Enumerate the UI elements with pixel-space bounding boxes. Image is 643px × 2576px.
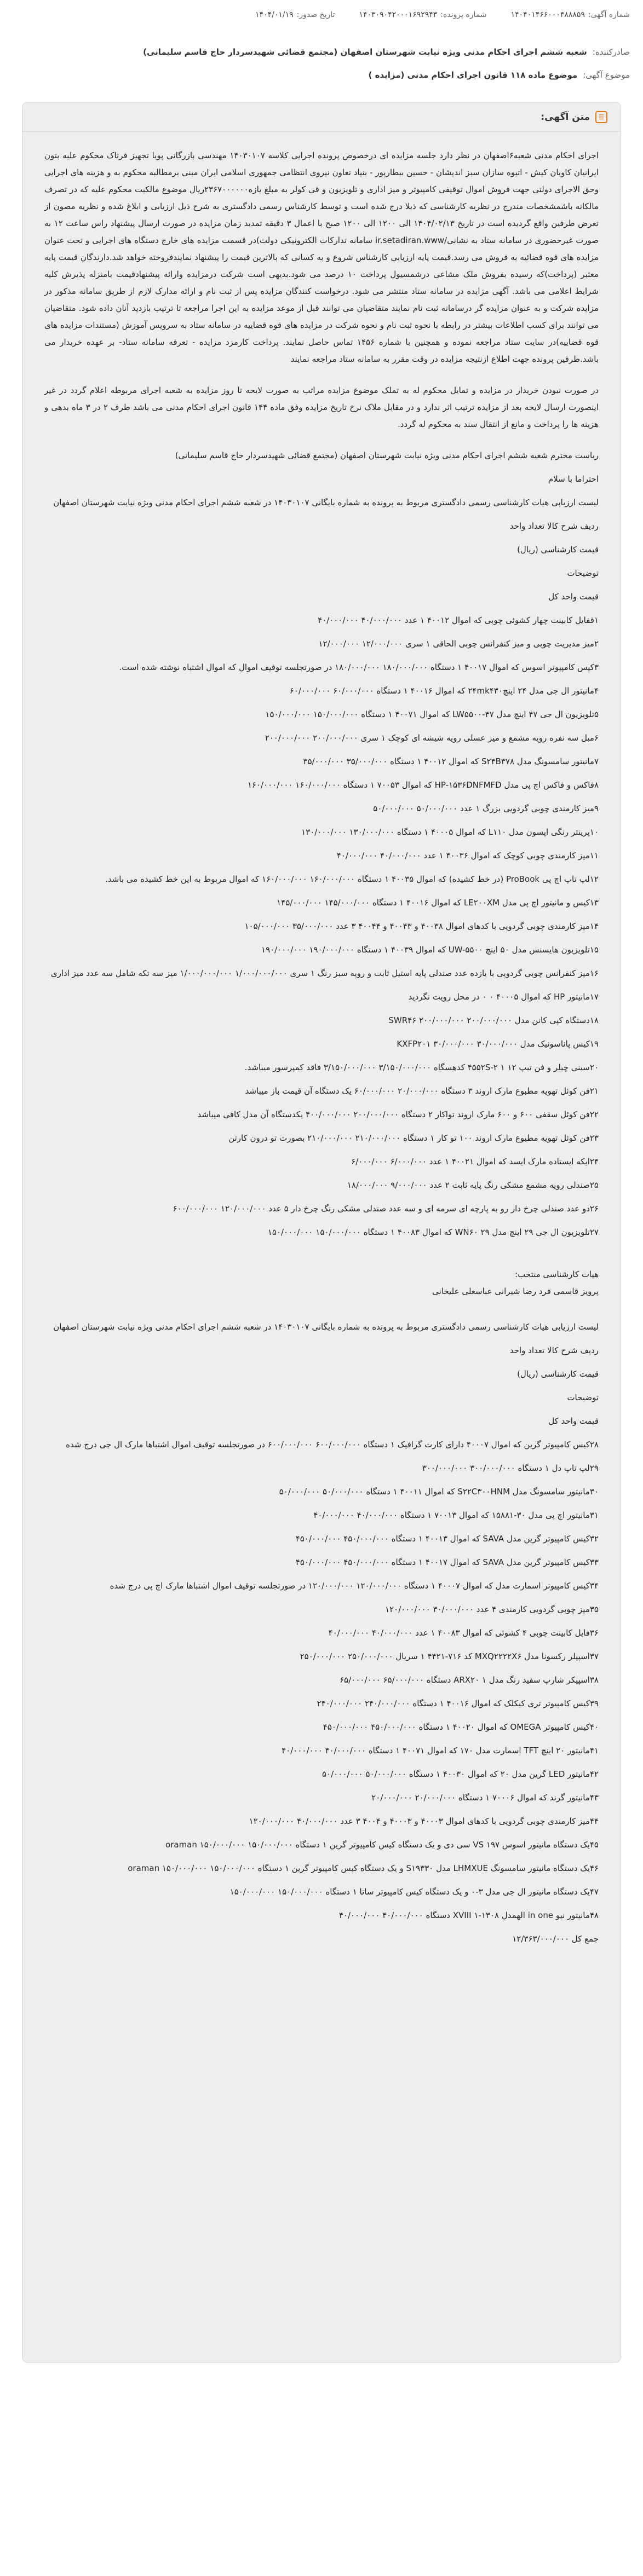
- list-item: ۲۲فن کوئل سقفی ۶۰۰ و ۶۰۰ مارک اروند تواکار ۲ دستگاه ۲۰۰/۰۰۰/۰۰۰ ۴۰۰/۰۰۰/۰۰۰ یکدستگاه آن مدل کافی میباشد: [197, 1110, 599, 1119]
- list-item: ۷مانیتور سامسونگ مدل S۲۴B۳۷۸ که اموال ۴۰۰۱۲ ۱ دستگاه ۳۵/۰۰۰/۰۰۰ ۳۵/۰۰۰/۰۰۰: [303, 756, 599, 766]
- list-item: ۲میز مدیریت چوبی و میز کنفرانس چوبی الحاقی ۱ سری ۱۲/۰۰۰/۰۰۰ ۱۲/۰۰۰/۰۰۰: [318, 639, 599, 649]
- issuer-label: صادرکننده:: [592, 47, 630, 57]
- list-item: ۲۹لپ تاپ دل ۱ دستگاه ۳۰۰/۰۰۰/۰۰۰ ۳۰۰/۰۰۰/۰۰۰: [422, 1463, 599, 1473]
- signature-title: هیات کارشناسی منتخب:: [515, 1269, 599, 1279]
- list-item: ۴۳مانیتور گرند که اموال ۷۰۰۰۶ ۱ دستگاه ۲۰/۰۰۰/۰۰۰ ۲۰/۰۰۰/۰۰۰: [371, 1793, 599, 1803]
- report-line: توضیحات: [567, 568, 599, 578]
- issuer-value: شعبه ششم اجرای احکام مدنی ویژه نیابت شهرستان اصفهان (مجتمع قضائی شهیدسردار حاج قاسم سلیمانی): [143, 47, 587, 57]
- file-number: [359, 10, 486, 19]
- list-item: ۴۸مانیتور نیو in one الهمدل ۱۳۰۸-XVIII ۱ دستگاه ۴۰/۰۰۰/۰۰۰ ۴۰/۰۰۰/۰۰۰: [338, 1910, 599, 1920]
- notice-top-bar: [13, 5, 630, 24]
- list-item: ۲۶دو عدد صندلی چرخ دار رو به پارچه ای سرمه ای و سه عدد صندلی مشکی رنگ چرخ دار ۵ عدد ۱۲۰/۰۰۰/۰۰۰ ۶۰۰/۰۰۰/۰۰۰: [173, 1204, 599, 1214]
- list-item: ۱۲لپ تاپ اچ پی ProBook (در خط کشیده) که اموال ۴۰۰۳۵ ۱ دستگاه ۱۶۰/۰۰۰/۰۰۰ ۱۶۰/۰۰۰/۰۰۰ که اموال مربوط به این خط کشیده می باشد.: [105, 874, 599, 884]
- issue-date-value: ۱۴۰۴/۰۱/۱۹: [255, 10, 294, 19]
- list-item: ۴۰کیس کامپیوتر OMEGA که اموال ۴۰۰۲۰ ۱ دستگاه ۴۵۰/۰۰۰/۰۰۰ ۴۵۰/۰۰۰/۰۰۰: [323, 1722, 599, 1732]
- list-item: ۳کیس کامپیوتر اسوس که اموال ۴۰۰۱۷ ۱ دستگاه ۱۸۰/۰۰۰/۰۰۰ ۱۸۰/۰۰۰/۰۰۰ در صورتجلسه توقیف اموال که اموال اشتباه نوشته شده است.: [119, 662, 599, 672]
- list-item: ۴۷یک دستگاه مانیتور ال جی مدل ۳-۰ و یک دستگاه کیس کامپیوتر ساتا ۱ دستگاه ۱۵۰/۰۰۰/۰۰۰ ۱۵۰/۰۰۰/۰۰۰: [229, 1887, 599, 1897]
- list-item: ۱۴میز کارمندی چوبی گردویی با کدهای اموال ۴۰۰۳۸ و ۴۰۰۴۳ و ۴۰۰۴۴ ۳ عدد ۳۵/۰۰۰/۰۰۰ ۱۰۵/۰۰۰/۰۰۰: [244, 921, 599, 931]
- file-number-value: ۱۴۰۳۰۹۰۴۲۰۰۰۱۶۹۲۹۴۳: [359, 10, 438, 19]
- list-item: ۱۱میز کارمندی چوبی کوچک که اموال ۴۰۰۳۶ ۱ عدد ۴۰/۰۰۰/۰۰۰ ۴۰/۰۰۰/۰۰۰: [336, 851, 599, 860]
- issuer-row: [13, 47, 630, 57]
- list-item: ۳۸اسپیکر شارپ سفید رنگ مدل ARX۲۰ ۱ دستگاه ۶۵/۰۰۰/۰۰۰ ۶۵/۰۰۰/۰۰۰: [340, 1675, 599, 1685]
- report-line: قیمت کارشناسی (ریال): [517, 545, 599, 555]
- second-paragraph: در صورت نبودن خریدار در مزایده و تمایل محکوم له به تملک موضوع مزایده مراتب به صورت لایحه تا روز مزایده به شعبه اجرای مربوطه اعلام گردد در غیر اینصورت ارسال لایحه بعد از مزایده ترتیب اثر ندارد و در مقابل ملاک نرخ تاریخ مزایده وفق ماده ۱۴۴ قانون اجرای احکام مدنی می باشد طرف ۲ در ۳ ماه بدهی و هزینه ها را پرداخت و مانع از انتقال سند به محکوم له گردد.: [44, 385, 599, 429]
- list-item: ۴مانیتور ال جی مدل ۲۴ اینچ۲۴mk۴۳۰ که اموال ۴۰۰۱۶ ۱ دستگاه ۶۰/۰۰۰/۰۰۰ ۶۰/۰۰۰/۰۰۰: [289, 686, 599, 696]
- tender-number-label: شماره آگهی:: [588, 10, 630, 19]
- intro-paragraph: اجرای احکام مدنی شعبه۶اصفهان در نظر دارد جلسه مزایده ای درخصوص پرونده اجرایی کلاسه ۱۴۰۳۰۱۰۷ مهندسی بازرگانی پویا تجهیز فرتاک محکوم علیه بتون ایرانیان کاویان کیش - اتیوه سازان سبز اندیشان - حسین بیطارپور - بنیاد تعاون نیروی انتظامی جمهوری اسلامی ایران مبنی برمطالبه محکوم به و هزینه های اجرایی وحق الاجرای دولتی جهت فروش اموال توقیفی کامپیوتر و میز اداری و تلویزیون و قی کولر به مبلغ یازه۲۳۶۷۰۰۰۰۰۰ریال موضوع مالکیت محکوم علیه که در تصرف مالکانه باشمشخصات مندرج در نظریه کارشناسی که ذیلا درج شده است و توسط کارشناس رسمی دادگستری به شرح ذیل ارزیابی و ابلاغ شده و نظریه مصون از تعرض طرفین واقع گردیده است در تاریخ ۱۴۰۴/۰۲/۱۳ الی ۱۲۰۰ الی ۱۲۰۰ صبح با اعمال ۳ دقیقه تمدید زمان مزایده در صورت ارسال پیشنهاد راس ساعت ۱۲ به صورت غیرحضوری در سامانه ستاد به نشانی/ir.setadiran.www سامانه تدارکات الکترونیکی دولت)در قسمت مزایده های خارج دستگاه های اجرایی و تحت عنوان مزایده های قوه قضائیه به فروش می رسد.قیمت پایه ارزیابی کارشناس شروع و به کسانی که بالاترین قیمت را پیشنهاد نمایندفروخته خواهد شد.دارندگان قیمت پایه معتبر (پرداخت)که رسیده بفروش ملک مشاعی درشمسیول پرداخت ۱۰ درصد می شود.بدیهی است شرکت درمزایده وارائه پیشنهادقیمت بامنزله پذیرش کلیه شرایط اعلامی می باشد. آگهی مزایده در سامانه ستاد منتشر می شود. درخواست کنندگان مزایده پس از ثبت نام و ارائه مدارک لازم از طریق سامانه مذکور در مزایده شرکت و به عنوان مزایده گر درسامانه ثبت نام نمایند متقاضیان می توانند قبل از موعد مزایده به این اجرا مراجعه تا ترتیب بازدید آنان داده شود. متقاضیان می توانند برای کسب اطلاعات بیشتر در رابطه با نحوه ثبت نام و نحوه شرکت در مزایده های قوه قضاییه در سامانه ستاد به سرویس آموزش (مستندات مزایده های قوه قضاییه)در سایت ستاد مراجعه نموده و همچنین با شماره ۱۴۵۶ تماس حاصل نمایند. پرداخت کارمزد مزایده - تعرفه سامانه ستاد- بر عهده خریدار می باشد.طرفین پرونده جهت اطلاع ازنتیجه مزایده در وقت مقرر به سامانه ستاد مراجعه نمایند: [44, 151, 599, 364]
- report-line: قیمت واحد کل: [548, 592, 599, 602]
- report-line: لیست ارزیابی هیات کارشناسی رسمی دادگستری مربوط به پرونده به شماره بایگانی ۱۴۰۳۰۱۰۷ در شعبه ششم اجرای احکام مدنی ویژه نیابت شهرستان اصفهان: [53, 498, 599, 507]
- list-item: ۴۵یک دستگاه مانیتور اسوس ۱۹۷ VS سی دی و یک دستگاه کیس کامپیوتر گرین ۱ دستگاه ۱۵۰/۰۰۰/۰۰۰ ۱۵۰/۰۰۰/۰۰۰ oraman: [165, 1840, 599, 1850]
- list-item: ۴۲مانیتور LED گرین مدل ۲۰ که اموال ۴۰۰۳۰ ۱ دستگاه ۵۰/۰۰۰/۰۰۰ ۵۰/۰۰۰/۰۰۰: [322, 1769, 599, 1779]
- list-item: ۲۸کیس کامپیوتر گرین که اموال ۴۰۰۰۷ دارای کارت گرافیک ۱ دستگاه ۶۰۰/۰۰۰/۰۰۰ ۶۰۰/۰۰۰/۰۰۰ در صورتجلسه توقیف اموال اشتباها مارک ال جی درج شده: [66, 1440, 599, 1449]
- list-item: ۴۴میز کارمندی چوبی گردویی با کدهای اموال ۴۰۰۰۳ و ۴۰۰۰۳ و ۴۰۰۴ ۳ عدد ۴۰/۰۰۰/۰۰۰ ۱۲۰/۰۰۰/۰۰۰: [249, 1816, 599, 1826]
- report1-items: [44, 612, 599, 1241]
- report2-items: [44, 1436, 599, 1924]
- list-item: ۲۷تلویزیون ال جی ۲۹ اینچ مدل WN۶۰ ۲۹ که اموال ۴۰۰۸۳ ۱ دستگاه ۱۵۰/۰۰۰/۰۰۰ ۱۵۰/۰۰۰/۰۰۰: [267, 1227, 599, 1237]
- file-number-label: شماره پرونده:: [440, 10, 487, 19]
- subject-label: موضوع آگهی:: [583, 70, 630, 80]
- list-item: ۳۶فایل کابینت چوبی ۴ کشوئی که اموال ۴۰۰۸۳ ۱ عدد ۴۰/۰۰۰/۰۰۰ ۴۰/۰۰۰/۰۰۰: [328, 1628, 599, 1638]
- report-line: احتراما با سلام: [548, 474, 599, 484]
- report-line: توضیحات: [567, 1393, 599, 1402]
- card-title: متن آگهی:: [541, 111, 590, 123]
- list-item: ۲۵صندلی رویه مشمع مشکی رنگ پایه ثابت ۲ عدد ۹/۰۰۰/۰۰۰ ۱۸/۰۰۰/۰۰۰: [347, 1180, 599, 1190]
- report2-header: [44, 1319, 599, 1430]
- report-line: ریاست محترم شعبه ششم اجرای احکام مدنی ویژه نیابت شهرستان اصفهان (مجتمع قضائی شهیدسردار حاج قاسم سلیمانی): [175, 450, 599, 460]
- list-item: ۱۹کیس پاناسونیک مدل KXFP۲۰۱ ۳۰/۰۰۰/۰۰۰ ۳۰/۰۰۰/۰۰۰: [397, 1039, 599, 1049]
- list-item: ۲۴ایکه ایستاده مارک ایسد که اموال ۴۰۰۲۱ ۱ عدد ۶/۰۰۰/۰۰۰ ۶/۰۰۰/۰۰۰: [351, 1157, 599, 1166]
- list-item: ۴۱مانیتور ۲۰ اینچ TFT اسمارت مدل ۱۷۰ که اموال ۴۰۰۷۱ ۱ دستگاه ۴۰/۰۰۰/۰۰۰ ۴۰/۰۰۰/۰۰۰: [282, 1746, 599, 1755]
- list-item: ۶مبل سه نفره رویه مشمع و میز عسلی رویه شیشه ای کوچک ۱ سری ۲۰۰/۰۰۰/۰۰۰ ۲۰۰/۰۰۰/۰۰۰: [265, 733, 599, 743]
- list-item: ۲۰سینی چیلر و فن تیپ ۱۲ ۱ ۴۵۵۲S-۲ کدهسگاه ۳/۱۵۰/۰۰۰/۰۰۰ ۳/۱۵۰/۰۰۰/۰۰۰ فاقد کمپرسور میباشد.: [244, 1062, 599, 1072]
- card-body: [22, 132, 621, 1963]
- list-item: ۱۸دستگاه کپی کانن مدل SWR۴۶ ۲۰۰/۰۰۰/۰۰۰ ۲۰۰/۰۰۰/۰۰۰: [388, 1015, 599, 1025]
- list-item: ۳۵میز چوبی گردویی کارمندی ۴ عدد ۳۰/۰۰۰/۰۰۰ ۱۲۰/۰۰۰/۰۰۰: [385, 1604, 599, 1614]
- list-item: ۳۱مانیتور اچ پی مدل ۳۰-۱۵۸۸۱ که اموال ۷۰۰۱۳ ۱ دستگاه ۴۰/۰۰۰/۰۰۰ ۴۰/۰۰۰/۰۰۰: [313, 1510, 599, 1520]
- report-line: قیمت واحد کل: [548, 1416, 599, 1426]
- list-item: ۳۷اسپیلر رکسونا مدل MXQ۲۲۲۲X۶ کد ۷۱۶-۴۴۲۱ ۱ سریال ۲۵۰/۰۰۰/۰۰۰ ۲۵۰/۰۰۰/۰۰۰: [300, 1651, 599, 1661]
- report-line: لیست ارزیابی هیات کارشناسی رسمی دادگستری مربوط به پرونده به شماره بایگانی ۱۴۰۳۰۱۰۷ در شعبه ششم اجرای احکام مدنی ویژه نیابت شهرستان اصفهان: [53, 1322, 599, 1332]
- list-item: ۱۷مانیتور HP که اموال ۴۰۰۰۵ ۰ ۰ در محل رویت نگردید: [408, 992, 599, 1002]
- tender-number-value: ۱۴۰۴۰۱۴۶۶۰۰۰۴۸۸۸۵۹: [510, 10, 585, 19]
- list-item: ۱۶میز کنفرانس چوبی گردویی با یازده عدد صندلی پایه استیل ثابت و رویه سبز رنگ ۱ سری ۱/۰۰۰/۰۰۰/۰۰۰ ۱/۰۰۰/۰۰۰/۰۰۰ میز سه تکه شامل سه عدد میز اداری: [50, 968, 599, 978]
- subject-value: موضوع ماده ۱۱۸ قانون اجرای احکام مدنی (مزایده ): [368, 70, 578, 80]
- list-item: ۵تلویزیون ال جی ۴۷ اینچ مدل LW۵۵۰۰-۴۷ که اموال ۴۰۰۷۱ ۱ دستگاه ۱۵۰/۰۰۰/۰۰۰ ۱۵۰/۰۰۰/۰۰۰: [265, 709, 599, 719]
- list-item: ۹میز کارمندی چوبی گردویی بزرگ ۱ عدد ۵۰/۰۰۰/۰۰۰ ۵۰/۰۰۰/۰۰۰: [373, 804, 599, 813]
- subject-row: [13, 70, 630, 80]
- issue-date-label: تاریخ صدور:: [296, 10, 335, 19]
- report1-header: [44, 447, 599, 605]
- list-item: ۳۴کیس کامپیوتر اسمارت مدل که اموال ۴۰۰۰۷ ۱ دستگاه ۱۲۰/۰۰۰/۰۰۰ ۱۲۰/۰۰۰/۰۰۰ در صورتجلسه توقیف اموال اشتباها مارک اچ پی درج شده: [110, 1581, 599, 1591]
- list-item: ۲۱فن کوئل تهویه مطبوع مارک اروند ۳ دستگاه ۲۰/۰۰۰/۰۰۰ ۶۰/۰۰۰/۰۰۰ یک دستگاه آن قیمت باز میباشد: [245, 1086, 599, 1096]
- list-item: ۳۳کیس کامپیوتر گرین مدل SAVA که اموال ۴۰۰۱۷ ۱ دستگاه ۴۵۰/۰۰۰/۰۰۰ ۴۵۰/۰۰۰/۰۰۰: [295, 1557, 599, 1567]
- grand-total: جمع کل ۱۲/۳۶۳/۰۰۰/۰۰۰: [512, 1934, 599, 1944]
- list-item: ۱۵تلویزیون هایسنس مدل ۵۰ اینچ UW-۵۵۰۰ که اموال ۴۰۰۳۹ ۱ دستگاه ۱۹۰/۰۰۰/۰۰۰ ۱۹۰/۰۰۰/۰۰۰: [261, 945, 599, 955]
- issue-date: [255, 10, 335, 19]
- list-item: ۳۰مانیتور سامسونگ مدل S۲۲C۳۰۰HNM که اموال ۴۰۰۱۱ ۱ دستگاه ۵۰/۰۰۰/۰۰۰ ۵۰/۰۰۰/۰۰۰: [279, 1487, 599, 1497]
- list-item: ۳۹کیس کامپیوتر تری کیکلک که اموال ۴۰۰۱۶ ۱ دستگاه ۲۴۰/۰۰۰/۰۰۰ ۲۴۰/۰۰۰/۰۰۰: [317, 1699, 599, 1708]
- list-item: ۴۶یک دستگاه مانیتور سامسونگ LHMXUE مدل S۱۹۳۳۰ و یک دستگاه کیس کامپیوتر گرین ۱ دستگاه ۱۵۰/۰۰۰/۰۰۰ ۱۵۰/۰۰۰/۰۰۰ oraman: [128, 1863, 599, 1873]
- list-item: ۱۰پرینتر رنگی اپسون مدل L۱۱۰ که اموال ۴۰۰۰۵ ۱ دستگاه ۱۳۰/۰۰۰/۰۰۰ ۱۳۰/۰۰۰/۰۰۰: [301, 827, 599, 837]
- document-icon: ☰: [595, 111, 607, 123]
- list-item: ۳۲کیس کامپیوتر گرین مدل SAVA که اموال ۴۰۰۱۳ ۱ دستگاه ۴۵۰/۰۰۰/۰۰۰ ۴۵۰/۰۰۰/۰۰۰: [295, 1534, 599, 1544]
- list-item: ۸فاکس و فاکس اچ پی مدل HP-۱۵۳۶DNFMFD که اموال ۷۰۰۵۳ ۱ دستگاه ۱۶۰/۰۰۰/۰۰۰ ۱۶۰/۰۰۰/۰۰۰: [247, 780, 599, 790]
- list-item: ۲۳فن کوئل تهویه مطبوع مارک اروند ۱۰۰ تو کار ۱ دستگاه ۲۱۰/۰۰۰/۰۰۰ ۲۱۰/۰۰۰/۰۰۰ بصورت تو درون کارتن: [228, 1133, 599, 1143]
- list-item: ۱قفایل کابینت چهار کشوئی چوبی که اموال ۴۰۰۱۲ ۱ عدد ۴۰/۰۰۰/۰۰۰ ۴۰/۰۰۰/۰۰۰: [318, 615, 599, 625]
- signature-names: پرویز قاسمی فرد رضا شیرانی عباسعلی علیخانی: [432, 1286, 599, 1296]
- report-line: ردیف شرح کالا تعداد واحد: [509, 1345, 599, 1355]
- tender-number: [511, 10, 630, 19]
- report-line: قیمت کارشناسی (ریال): [517, 1369, 599, 1379]
- report-line: ردیف شرح کالا تعداد واحد: [509, 521, 599, 531]
- notice-text-card: [22, 102, 621, 2363]
- list-item: ۱۳کیس و مانیتور اچ پی مدل LE۲۰۰XM که اموال ۴۰۰۱۶ ۱ دستگاه ۱۴۵/۰۰۰/۰۰۰ ۱۴۵/۰۰۰/۰۰۰: [277, 898, 599, 908]
- card-header: [22, 102, 621, 132]
